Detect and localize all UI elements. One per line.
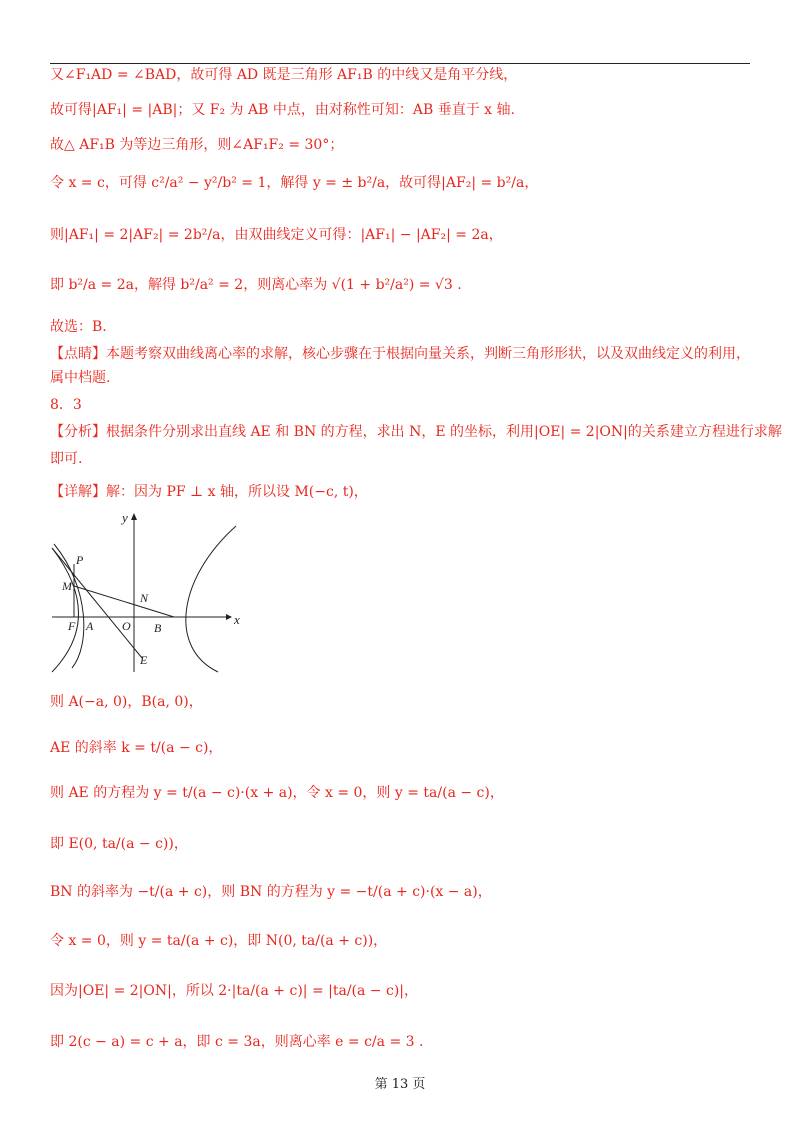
- text-line: 令 x = c，可得 c²/a² − y²/b² = 1，解得 y = ± b²/a，故可得|AF₂| = b²/a，: [50, 175, 539, 191]
- text-line: 故选：B.: [50, 319, 107, 335]
- text-line: 即 b²/a = 2a，解得 b²/a² = 2，则离心率为 √(1 + b²/a²) = √3 .: [50, 277, 462, 293]
- question-number: 8．3: [50, 397, 82, 413]
- left-branch: [52, 548, 79, 672]
- text-line: 则 AE 的方程为 y = t/(a − c)·(x + a)，令 x = 0，则 y = ta/(a − c)，: [50, 785, 504, 801]
- label-m: M: [62, 579, 72, 593]
- text-line: 令 x = 0，则 y = ta/(a + c)，即 N(0, ta/(a + c))，: [50, 933, 388, 949]
- text-line: 故△ AF₁B 为等边三角形，则∠AF₁F₂ = 30°；: [50, 137, 344, 153]
- analysis-line: 【分析】根据条件分别求出直线 AE 和 BN 的方程，求出 N，E 的坐标，利用|OE| = 2|ON|的关系建立方程进行求解: [50, 424, 782, 440]
- analysis-line: 即可.: [50, 451, 83, 467]
- text-line: 又∠F₁AD = ∠BAD，故可得 AD 既是三角形 AF₁B 的中线又是角平分线，: [50, 67, 518, 83]
- y-axis-arrow: [131, 513, 137, 520]
- label-x: x: [234, 612, 240, 627]
- top-rule: [50, 63, 750, 64]
- text-line: BN 的斜率为 −t/(a + c)，则 BN 的方程为 y = −t/(a + c)·(x − a)，: [50, 884, 492, 900]
- text-line: 即 2(c − a) = c + a，即 c = 3a，则离心率 e = c/a = 3 .: [50, 1034, 424, 1050]
- label-o: O: [122, 619, 131, 633]
- hyperbola-figure: [50, 508, 242, 674]
- right-branch-curve: [186, 526, 236, 672]
- label-n: N: [140, 591, 149, 605]
- text-line: 因为|OE| = 2|ON|，所以 2·|ta/(a + c)| = |ta/(a − c)|，: [50, 983, 418, 999]
- text-line: 则|AF₁| = 2|AF₂| = 2b²/a，由双曲线定义可得：|AF₁| − |AF₂| = 2a，: [50, 227, 503, 243]
- label-p: P: [76, 553, 84, 567]
- comment-line: 属中档题.: [50, 370, 111, 386]
- x-axis-arrow: [226, 614, 232, 620]
- text-line: AE 的斜率 k = t/(a − c)，: [50, 740, 223, 756]
- line-mb: [74, 586, 174, 617]
- comment-line: 【点睛】本题考察双曲线离心率的求解，核心步骤在于根据向量关系，判断三角形形状，以及双曲线定义的利用，: [50, 346, 750, 362]
- label-b: B: [154, 621, 162, 635]
- label-a: A: [86, 619, 94, 633]
- detail-line: 【详解】解：因为 PF ⊥ x 轴，所以设 M(−c, t)，: [50, 484, 368, 500]
- text-line: 则 A(−a, 0)，B(a, 0)，: [50, 694, 203, 710]
- text-line: 即 E(0, ta/(a − c))，: [50, 836, 188, 852]
- label-y: y: [122, 510, 128, 525]
- page-footer: 第 13 页: [374, 1077, 426, 1092]
- text-line: 故可得|AF₁| = |AB|；又 F₂ 为 AB 中点，由对称性可知：AB 垂直于 x 轴.: [50, 102, 515, 118]
- label-e: E: [140, 653, 148, 667]
- label-f: F: [68, 619, 76, 633]
